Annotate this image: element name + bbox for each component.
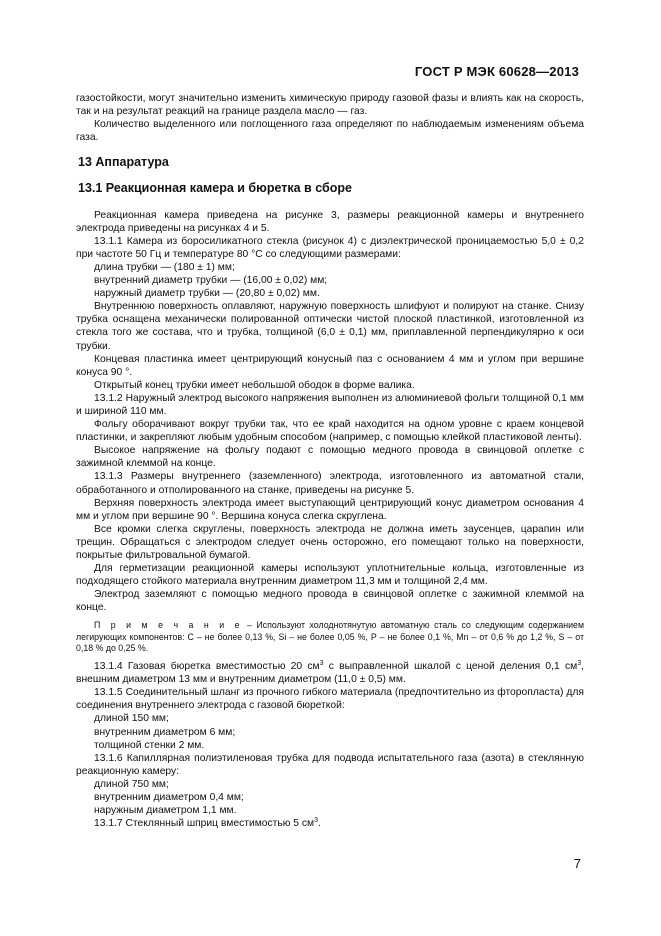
- paragraph-grounding: Электрод заземляют с помощью медного провода в свинцовой оплетке с зажимной клеммой на конце.: [76, 589, 584, 614]
- list-item-outer-diameter: наружный диаметр трубки — (20,80 ± 0,02) мм.: [94, 288, 320, 300]
- standard-header: ГОСТ Р МЭК 60628—2013: [414, 64, 579, 79]
- list-item-hose-wall: толщиной стенки 2 мм.: [94, 739, 205, 751]
- paragraph-electrode-top: Верхняя поверхность электрода имеет выступающий центрирующий конус диаметром основания 4 мм и углом при вершине 90 °. Вершина конуса слегка скруглена.: [76, 497, 584, 522]
- paragraph-13-1-1: 13.1.1 Камера из боросиликатного стекла (рисунок 4) с диэлектрической проницаемостью 5,0 ± 0,2 при частоте 50 Гц и температуре 80 °С со следующими размерами:: [76, 235, 584, 260]
- list-item-hose-inner: внутренним диаметром 6 мм;: [94, 726, 236, 738]
- paragraph-electrode-edges: Все кромки слегка скруглены, поверхность электрода не должна иметь заусенцев, царапин или трещин. Обращаться с электродом следует очень осторожно, его помещают только на поверхности, покрытые фильтровальной бумагой.: [76, 523, 584, 561]
- paragraph-end-plate: Концевая пластинка имеет центрирующий конусный паз с основанием 4 мм и углом при вершине конуса 90 °.: [76, 353, 584, 378]
- section-heading-13: 13 Аппаратура: [78, 155, 169, 170]
- page-number: 7: [573, 856, 581, 871]
- paragraph-13-1-3: 13.1.3 Размеры внутреннего (заземленного) электрода, изготовленного из автоматной стали, обработанного и отполированного на станке, приведены на рисунке 5.: [76, 471, 584, 496]
- document-body: [76, 92, 584, 830]
- paragraph-reaction-chamber: Реакционная камера приведена на рисунке 3, размеры реакционной камеры и внутреннего электрода приведены на рисунках 4 и 5.: [76, 209, 584, 234]
- paragraph-13-1-5: 13.1.5 Соединительный шланг из прочного гибкого материала (предпочтительно из фторопласта) для соединения внутреннего электрода с газовой бюреткой:: [76, 687, 584, 712]
- list-item-hose-length: длиной 150 мм;: [94, 713, 169, 725]
- paragraph-13-1-4: 13.1.4 Газовая бюретка вместимостью 20 $см^3$ с выправленной шкалой с ценой деления 0,1 $см^3$, внешним диаметром 13 мм и внутренним диаметром (11,0 ± 0,5) мм.: [76, 660, 584, 686]
- paragraph-foil: Фольгу оборачивают вокруг трубки так, что ее край находится на одном уровне с краем концевой пластинки, и закрепляют любым удобным способом (например, с помощью клейкой пластиковой ленты).: [76, 419, 584, 444]
- list-item-capillary-length: длиной 750 мм;: [94, 778, 169, 790]
- paragraph-inner-surface: Внутреннюю поверхность оплавляют, наружную поверхность шлифуют и полируют на станке. Снизу трубка оснащена механически полированной оптически чистой плоской пластинкой, изготовленной из стекла того же состава, что и трубка, толщиной (6,0 ± 0,1) мм, приплавленной перпендикулярно к оси трубки.: [76, 301, 584, 352]
- note-steel: [76, 620, 584, 654]
- paragraph-13-1-7: 13.1.7 Стеклянный шприц вместимостью 5 $см^3$.: [94, 817, 321, 830]
- list-item-capillary-outer: наружным диаметром 1,1 мм.: [94, 805, 237, 817]
- paragraph-sealing: Для герметизации реакционной камеры используют уплотнительные кольца, изготовленные из подходящего стойкого материала внутренним диаметром 11,3 мм и толщиной 2,4 мм.: [76, 563, 584, 588]
- list-item-inner-diameter: внутренний диаметр трубки — (16,00 ± 0,02) мм;: [94, 275, 328, 287]
- paragraph-gas-resistance: газостойкости, могут значительно изменить химическую природу газовой фазы и влиять как на скорость, так и на результат реакций на границе раздела масло — газ.: [76, 93, 584, 118]
- note-label: П р и м е ч а н и е: [94, 620, 243, 631]
- paragraph-13-1-6: 13.1.6 Капиллярная полиэтиленовая трубка для подвода испытательного газа (азота) в стеклянную реакционную камеру:: [76, 752, 584, 777]
- list-item-capillary-inner: внутренним диаметром 0,4 мм;: [94, 792, 244, 804]
- paragraph-open-end: Открытый конец трубки имеет небольшой ободок в форме валика.: [94, 379, 415, 391]
- note-text: – Используют холоднотянутую автоматную сталь со следующим содержанием легирующих компонентов: С – не более 0,13 %, Si – не более 0,05 %, P – не более 0,1 %, Mn – от 0,6 % до 1,2 %, S – от 0,18 % до 0,25 %.: [76, 620, 584, 653]
- paragraph-13-1-2: 13.1.2 Наружный электрод высокого напряжения выполнен из алюминиевой фольги толщиной 0,1 мм и шириной 110 мм.: [76, 392, 584, 417]
- paragraph-high-voltage: Высокое напряжение на фольгу подают с помощью медного провода в свинцовой оплетке с зажимной клеммой на конце.: [76, 445, 584, 470]
- paragraph-gas-volume: Количество выделенного или поглощенного газа определяют по наблюдаемым изменениям объема газа.: [76, 119, 584, 144]
- list-item-tube-length: длина трубки — (180 ± 1) мм;: [94, 261, 235, 273]
- section-heading-13-1: 13.1 Реакционная камера и бюретка в сборе: [78, 181, 352, 196]
